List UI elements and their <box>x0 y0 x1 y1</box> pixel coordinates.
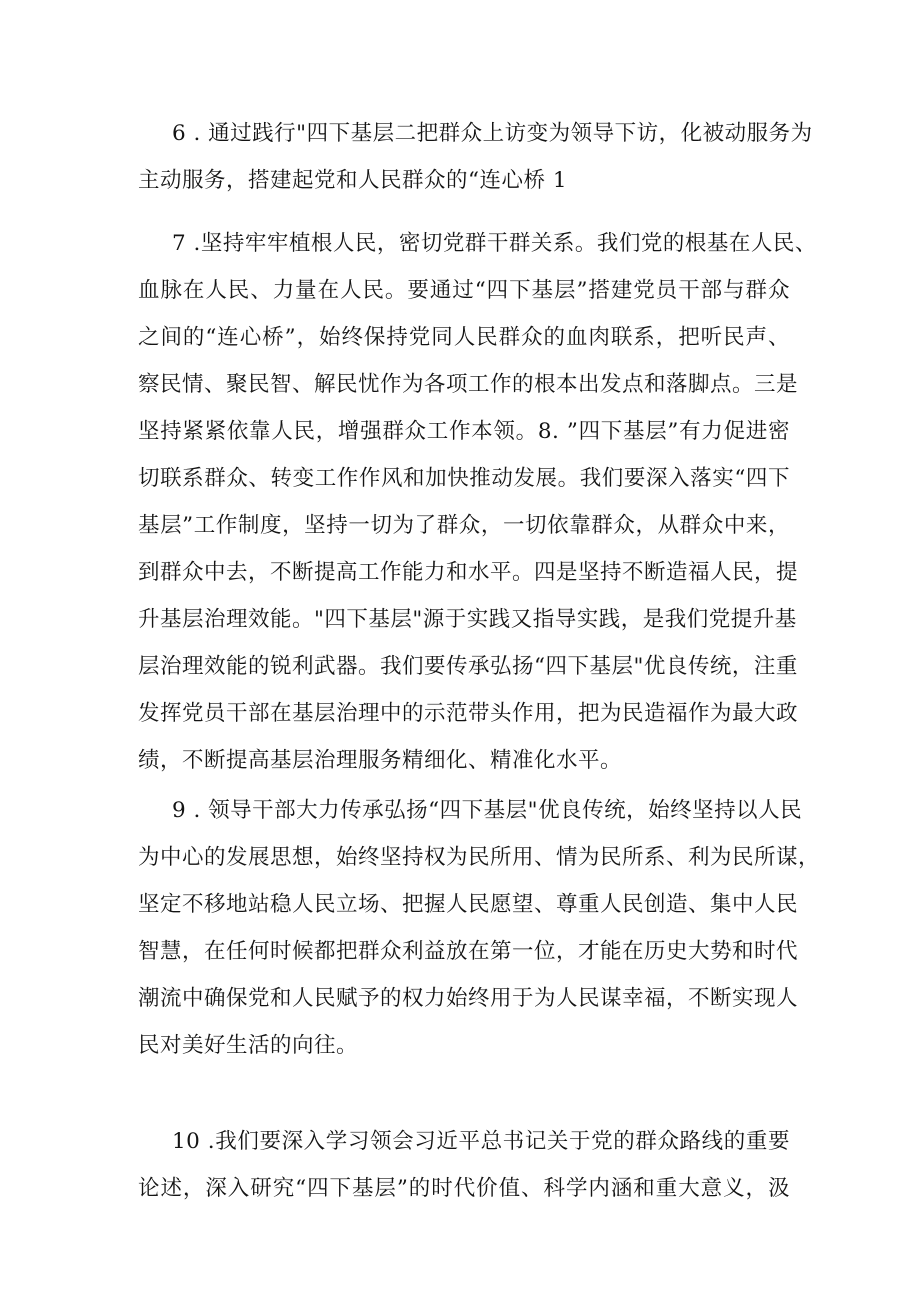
paragraph-line: 到群众中去，不断提高工作能力和水平。四是坚持不断造福人民，提 <box>138 560 799 585</box>
paragraph-line: 坚持紧紧依靠人民，增强群众工作本领。8. ”四下基层”有力促进密 <box>138 419 790 444</box>
paragraph-line: 9 . 领导干部大力传承弘扬“四下基层"优良传统，始终坚持以人民 <box>172 798 803 823</box>
paragraph-line: 层治理效能的锐利武器。我们要传承弘扬“四下基层"优良传统，注重 <box>138 654 798 679</box>
paragraph-line: 绩，不断提高基层治理服务精细化、精准化水平。 <box>138 748 623 773</box>
paragraph-line: 察民情、聚民智、解民忧作为各项工作的根本出发点和落脚点。三是 <box>138 372 799 397</box>
paragraph-line: 切联系群众、转变工作作风和加快推动发展。我们要深入落实“四下 <box>138 466 790 491</box>
paragraph-line: 基层”工作制度，坚持一切为了群众，一切依靠群众，从群众中来， <box>138 513 790 538</box>
paragraph-line: 发挥党员干部在基层治理中的示范带头作用，把为民造福作为最大政 <box>138 701 799 726</box>
paragraph-9 <box>138 787 821 1069</box>
paragraph-line: 民对美好生活的向往。 <box>138 1033 359 1058</box>
paragraph-10 <box>138 1118 790 1212</box>
paragraph-line: 6 . 通过践行"四下基层二把群众上访变为领导下访，化被动服务为 <box>172 121 813 146</box>
paragraph-line: 潮流中确保党和人民赋予的权力始终用于为人民谋幸福，不断实现人 <box>138 986 799 1011</box>
paragraph-line: 为中心的发展思想，始终坚持权为民所用、情为民所系、利为民所谋， <box>138 845 821 870</box>
paragraph-6 <box>138 110 813 204</box>
paragraph-line: 10 .我们要深入学习领会习近平总书记关于党的群众路线的重要 <box>172 1129 790 1154</box>
paragraph-line: 坚定不移地站稳人民立场、把握人民愿望、尊重人民创造、集中人民 <box>138 892 799 917</box>
paragraph-line: 血脉在人民、力量在人民。要通过“四下基层”搭建党员干部与群众 <box>138 278 790 303</box>
paragraph-7 <box>138 220 817 784</box>
paragraph-line: 之间的“连心桥”，始终保持党同人民群众的血肉联系，把听民声、 <box>138 325 790 350</box>
paragraph-line: 升基层治理效能。"四下基层"源于实践又指导实践，是我们党提升基 <box>138 607 797 632</box>
paragraph-line: 主动服务，搭建起党和人民群众的“连心桥 1 <box>138 168 568 193</box>
paragraph-line: 智慧，在任何时候都把群众利益放在第一位，才能在历史大势和时代 <box>138 939 799 964</box>
paragraph-line: 论述，深入研究“四下基层”的时代价值、科学内涵和重大意义，汲 <box>138 1176 790 1201</box>
paragraph-line: 7 .坚持牢牢植根人民，密切党群干群关系。我们党的根基在人民、 <box>172 231 817 256</box>
